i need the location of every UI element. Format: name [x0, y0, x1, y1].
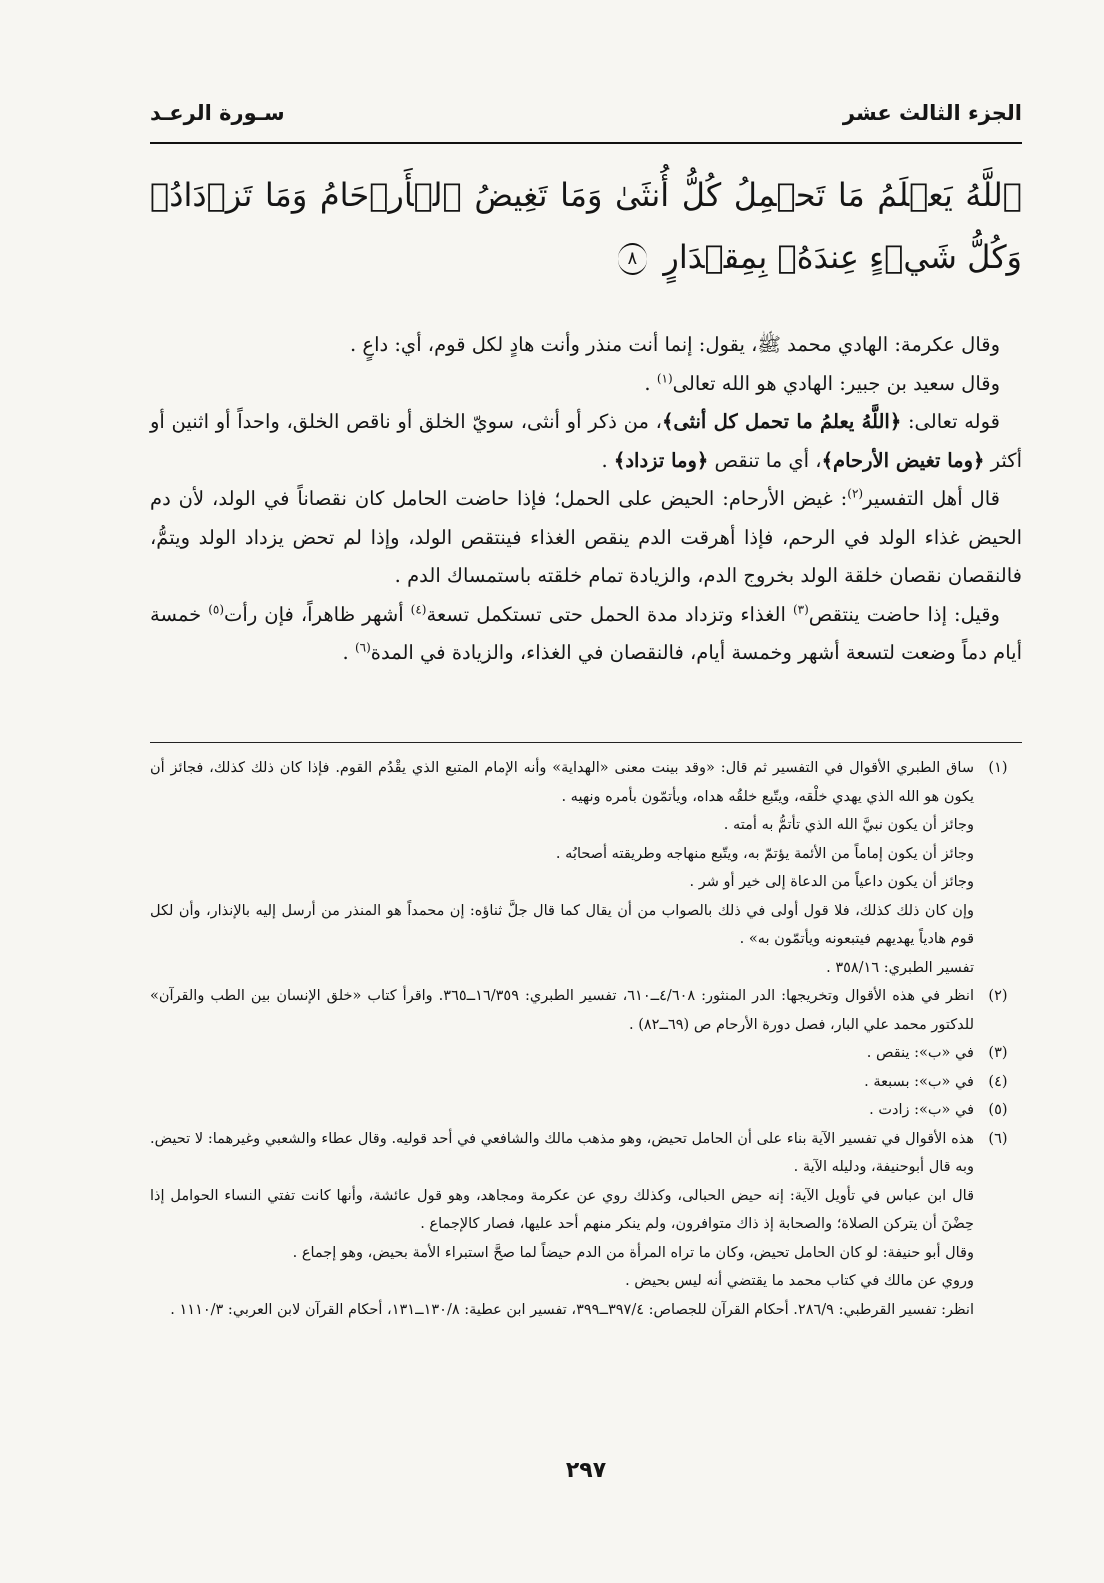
footnote-ref-3: (٣)	[792, 602, 809, 616]
paragraph-saeed: وقال سعيد بن جبير: الهادي هو الله تعالى$^{(١)}$ .	[644, 371, 1000, 395]
footnote-number: (٢)	[988, 988, 1008, 1004]
footnotes	[150, 754, 1022, 1324]
footnote-number: (٦)	[988, 1130, 1008, 1147]
paragraph-qeela: وقيل: إذا حاضت ينتقص$^{(٣)}$ الغذاء وتزداد مدة الحمل حتى تستكمل تسعة$^{(٤)}$ أشهر ظاهراً، فإن رأت$^{(٥)}$ خمسة أيام دماً وضعت لتسعة أشهر وخمسة أيام، فالنقصان في الغذاء، والزيادة في المدة$^{(٦)}$ .	[150, 602, 1022, 664]
paragraph-ikrimah: وقال عكرمة: الهادي محمد ﷺ، يقول: إنما أنت منذر وأنت هادٍ لكل قوم، أي: داعٍ .	[350, 333, 1000, 356]
footnote-number: (١)	[988, 760, 1008, 776]
footnote-number: (٤)	[988, 1073, 1008, 1090]
footnote-ref-4: (٤)	[410, 602, 427, 616]
running-header	[150, 96, 1022, 130]
footnote-3: (٣) في «ب»: ينقص .	[150, 1039, 1022, 1068]
footnote-ref-1: (١)	[656, 371, 673, 385]
ayah-number-marker: ٨	[618, 243, 648, 275]
footnote-5: (٥) في «ب»: زادت .	[150, 1096, 1022, 1125]
quote-verse-3: ﴿وما تزداد﴾	[613, 448, 709, 472]
quran-verse	[150, 164, 1022, 288]
footnotes-rule	[150, 742, 1022, 743]
surah-title: سـورة الرعـد	[150, 101, 285, 125]
book-page	[150, 84, 1022, 1544]
paragraph-qawluhu: قوله تعالى: ﴿اللَّهُ يعلمُ ما تحمل كل أنثى﴾، من ذكر أو أنثى، سويّ الخلق أو ناقص الخلق، واحداً أو اثنين أو أكثر ﴿وما تغيض الأرحام﴾، أي ما تنقص ﴿وما تزداد﴾ .	[150, 410, 1022, 472]
verse-text: ٱللَّهُ يَعۡلَمُ مَا تَحۡمِلُ كُلُّ أُنثَىٰ وَمَا تَغِيضُ ٱلۡأَرۡحَامُ وَمَا تَزۡدَادُۖ وَكُلُّ شَيۡءٍ عِندَهُۥ بِمِقۡدَارٍ	[150, 176, 1022, 276]
part-title: الجزء الثالث عشر	[842, 101, 1022, 125]
quote-verse-1: ﴿اللَّهُ يعلمُ ما تحمل كل أنثى﴾	[661, 410, 902, 433]
footnote-number: (٣)	[988, 1045, 1008, 1061]
paragraph-tafsir: قال أهل التفسير$^{(٢)}$: غيض الأرحام: الحيض على الحمل؛ فإذا حاضت الحامل كان نقصاناً في الولد، لأن دم الحيض غذاء الولد في الرحم، فإذا أهرقت الدم ينقص الغذاء فينتقص الولد، وإذا لم تحض يزداد الولد ويتمُّ، فالنقصان نقصان خلقة الولد بخروج الدم، والزيادة تمام خلقته باستمساك الدم .	[150, 486, 1022, 587]
footnote-ref-6: (٦)	[354, 640, 371, 655]
quote-verse-2: ﴿وما تغيض الأرحام﴾	[821, 448, 985, 472]
footnote-4: (٤) في «ب»: بسبعة .	[150, 1068, 1022, 1097]
commentary-body	[150, 326, 1022, 673]
footnote-2: (٢) انظر في هذه الأقوال وتخريجها: الدر المنثور: ٤/٦٠٨ــ٦١٠، تفسير الطبري: ١٦/٣٥٩ــ٣٦٥. واقرأ كتاب «خلق الإنسان بين الطب والقرآن» للدكتور محمد علي البار، فصل دورة الأرحام ص (٦٩ــ٨٢) .	[150, 982, 1022, 1039]
footnote-6: (٦) هذه الأقوال في تفسير الآية بناء على أن الحامل تحيض، وهو مذهب مالك والشافعي في أحد قوليه. وقال عطاء والشعبي وغيرهما: لا تحيض. وبه قال أبوحنيفة، ودليله الآية . قال ابن عباس في تأويل الآية: إنه حيض الحبالى، وكذلك روي عن عكرمة ومجاهد، وهو قول عائشة، وأنها كانت تفتي النساء الحوامل إذا حِضْنَ أن يتركن الصلاة؛ والصحابة إذ ذاك متوافرون، ولم ينكر منهم أحد عليها، فصار كالإجماع . وقال أبو حنيفة: لو كان الحامل تحيض، وكان ما تراه المرأة من الدم حيضاً لما صحَّ استبراء الأمة بحيض، وهو إجماع . وروي عن مالك في كتاب محمد ما يقتضي أنه ليس بحيض . انظر: تفسير القرطبي: ٢٨٦/٩. أحكام القرآن للجصاص: ٣٩٧/٤ــ٣٩٩، تفسير ابن عطية: ١٣٠/٨ــ١٣١، أحكام القرآن لابن العربي: ١١١٠/٣ .	[150, 1125, 1022, 1325]
page-number: ٢٩٧	[565, 1458, 607, 1483]
footnote-ref-2: (٢)	[847, 486, 864, 501]
header-rule	[150, 142, 1022, 144]
footnote-number: (٥)	[988, 1102, 1008, 1118]
footnote-ref-5: (٥)	[208, 602, 225, 616]
footnote-1: (١) ساق الطبري الأقوال في التفسير ثم قال: «وقد بينت معنى «الهداية» وأنه الإمام المتبع الذي يقْدُم القوم. فإذا كان ذلك كذلك، فجائز أن يكون هو الله الذي يهدي خلْقه، ويتّبع خلقُه هداه، ويأتمّون بأمره ونهيه . وجائز أن يكون نبيَّ الله الذي تأتمُّ به أمته . وجائز أن يكون إماماً من الأئمة يؤتمّ به، ويتّبع منهاجه وطريقته أصحابُه . وجائز أن يكون داعياً من الدعاة إلى خير أو شر . وإن كان ذلك كذلك، فلا قول أولى في ذلك بالصواب من أن يقال كما قال جلَّ ثناؤه: إن محمداً هو المنذر من أرسل إليه بالإنذار، وأن لكل قوم هادياً يهديهم فيتبعونه ويأتمّون به» . تفسير الطبري: ٣٥٨/١٦ .	[150, 754, 1022, 982]
